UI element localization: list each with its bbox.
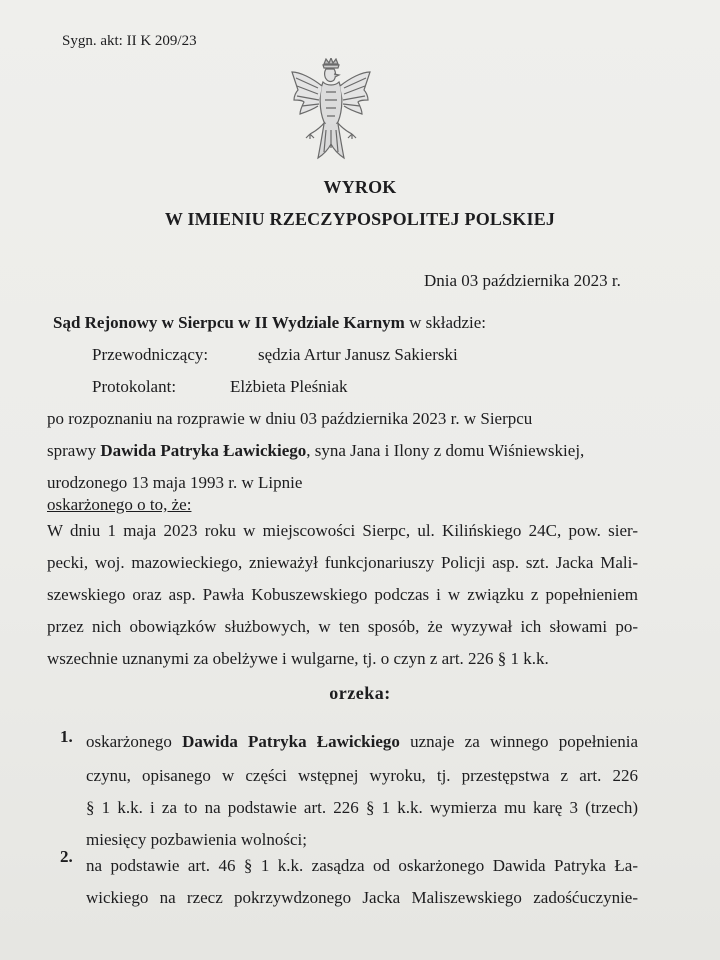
court-line	[53, 313, 486, 333]
item-1-suffix: uznaje za winnego popełnienia	[399, 732, 638, 751]
chair-value: sędzia Artur Janusz Sakierski	[258, 345, 458, 364]
charge-line: W dniu 1 maja 2023 roku w miejscowości Sierpc, ul. Kilińskiego 24C, pow. sier-	[47, 521, 638, 540]
charge-line: wszechnie uznanymi za obelżywe i wulgarne, tj. o czyn z art. 226 § 1 k.k.	[47, 649, 549, 668]
court-suffix: w składzie:	[404, 313, 487, 332]
polish-eagle-emblem	[288, 58, 374, 168]
item-1-line: czynu, opisanego w części wstępnej wyroku, tj. przestępstwa z art. 226	[86, 766, 638, 785]
intro-line-1: po rozpoznaniu na rozprawie w dniu 03 października 2023 r. w Sierpcu	[47, 409, 533, 428]
item-1-line: miesięcy pozbawienia wolności;	[86, 830, 307, 849]
item-2-line: na podstawie art. 46 § 1 k.k. zasądza od oskarżonego Dawida Patryka Ła-	[86, 856, 638, 875]
item-1-line	[86, 732, 638, 752]
chair-label: Przewodniczący:	[92, 345, 209, 364]
item-number: 1.	[60, 727, 73, 746]
document-title: WYROK	[323, 177, 397, 197]
verdict-header: orzeka:	[329, 683, 391, 703]
document-subtitle: W IMIENIU RZECZYPOSPOLITEJ POLSKIEJ	[164, 209, 556, 229]
defendant-name: Dawida Patryka Ławickiego	[100, 441, 307, 460]
intro-line-2	[47, 441, 584, 461]
charge-line: pecki, woj. mazowieckiego, znieważył funkcjonariuszy Policji asp. szt. Jacka Mali-	[47, 553, 638, 572]
court-name: Sąd Rejonowy w Sierpcu w II Wydziale Karnym	[53, 313, 405, 332]
case-signature: Sygn. akt: II K 209/23	[62, 33, 197, 49]
intro-line-2-suffix: , syna Jana i Ilony z domu Wiśniewskiej,	[306, 441, 585, 460]
item-1-line: § 1 k.k. i za to na podstawie art. 226 § 1 k.k. wymierza mu karę 3 (trzech)	[86, 798, 638, 817]
clerk-label: Protokolant:	[92, 377, 177, 396]
charge-line: szewskiego oraz asp. Pawła Kobuszewskiego podczas i w związku z popełnieniem	[47, 585, 638, 604]
item-number: 2.	[60, 847, 73, 866]
item-2-line: wickiego na rzecz pokrzywdzonego Jacka Maliszewskiego zadośćuczynie-	[86, 888, 638, 907]
accused-header: oskarżonego o to, że:	[47, 495, 192, 514]
intro-line-2-prefix: sprawy	[47, 441, 101, 460]
charge-line: przez nich obowiązków służbowych, w ten sposób, że wyzywał ich słowami po-	[47, 617, 638, 636]
verdict-date: Dnia 03 października 2023 r.	[424, 271, 621, 290]
intro-line-3: urodzonego 13 maja 1993 r. w Lipnie	[47, 473, 303, 492]
clerk-value: Elżbieta Pleśniak	[230, 377, 348, 396]
item-1-defendant-name: Dawida Patryka Ławickiego	[182, 732, 400, 751]
item-1-prefix: oskarżonego	[86, 732, 183, 751]
